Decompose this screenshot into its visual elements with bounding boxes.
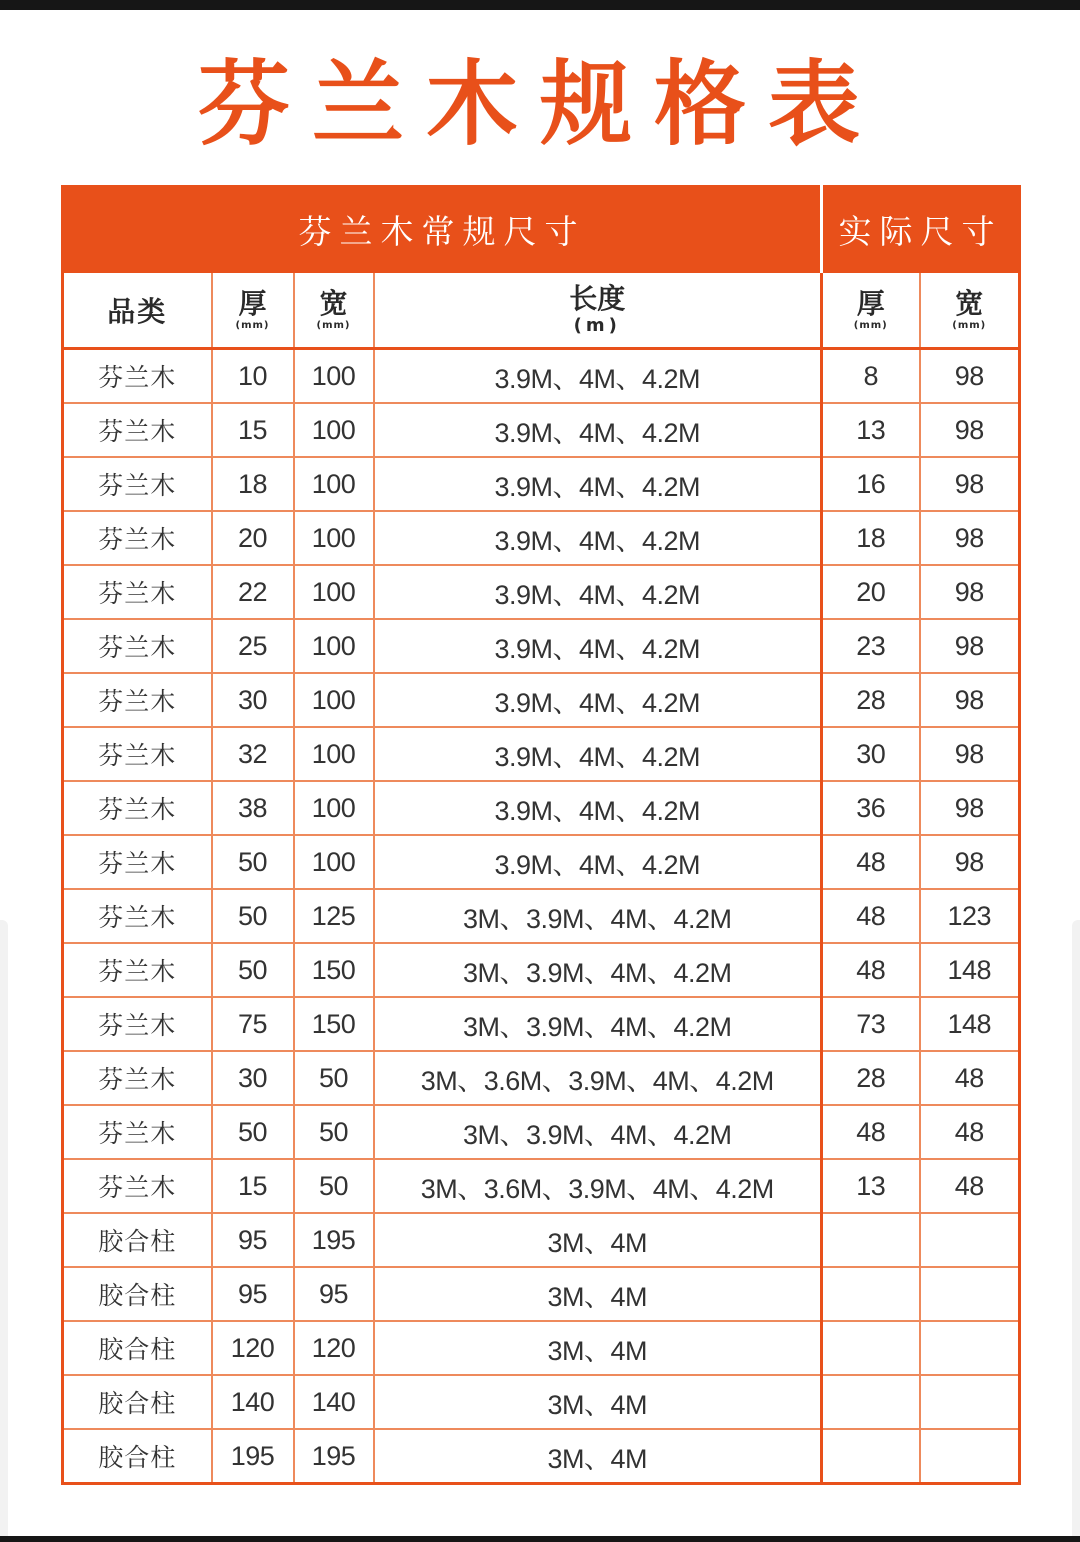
cell-actual-width: 123 bbox=[920, 889, 1020, 943]
table-body bbox=[63, 349, 1020, 1484]
cell-thickness: 15 bbox=[212, 403, 294, 457]
cell-width: 120 bbox=[294, 1321, 374, 1375]
header-width bbox=[294, 272, 374, 349]
cell-actual-thickness: 16 bbox=[822, 457, 920, 511]
cell-actual-thickness: 28 bbox=[822, 673, 920, 727]
cell-actual-thickness: 48 bbox=[822, 943, 920, 997]
cell-thickness: 18 bbox=[212, 457, 294, 511]
cell-width: 100 bbox=[294, 619, 374, 673]
left-edge-shadow bbox=[0, 920, 8, 1538]
cell-width: 100 bbox=[294, 457, 374, 511]
cell-length: 3M、3.9M、4M、4.2M bbox=[374, 1105, 822, 1159]
cell-actual-thickness: 8 bbox=[822, 349, 920, 404]
table-row bbox=[63, 781, 1020, 835]
cell-actual-thickness: 20 bbox=[822, 565, 920, 619]
bottom-edge-bar bbox=[0, 1536, 1080, 1542]
cell-category: 胶合柱 bbox=[63, 1321, 212, 1375]
header-category bbox=[63, 272, 212, 349]
table-row bbox=[63, 511, 1020, 565]
cell-actual-width: 98 bbox=[920, 403, 1020, 457]
cell-length: 3M、4M bbox=[374, 1321, 822, 1375]
cell-actual-thickness: 48 bbox=[822, 835, 920, 889]
right-edge-shadow bbox=[1072, 920, 1080, 1538]
cell-width: 100 bbox=[294, 565, 374, 619]
cell-length: 3.9M、4M、4.2M bbox=[374, 511, 822, 565]
cell-thickness: 20 bbox=[212, 511, 294, 565]
table-row bbox=[63, 1159, 1020, 1213]
header-actual-width bbox=[920, 272, 1020, 349]
cell-category: 芬兰木 bbox=[63, 943, 212, 997]
table-row bbox=[63, 997, 1020, 1051]
cell-length: 3M、4M bbox=[374, 1375, 822, 1429]
cell-category: 芬兰木 bbox=[63, 1051, 212, 1105]
cell-actual-width bbox=[920, 1375, 1020, 1429]
cell-category: 芬兰木 bbox=[63, 781, 212, 835]
cell-category: 芬兰木 bbox=[63, 1105, 212, 1159]
cell-actual-thickness: 48 bbox=[822, 889, 920, 943]
spec-table bbox=[61, 185, 1021, 1485]
cell-length: 3M、3.6M、3.9M、4M、4.2M bbox=[374, 1051, 822, 1105]
cell-length: 3M、3.9M、4M、4.2M bbox=[374, 997, 822, 1051]
table-row bbox=[63, 1267, 1020, 1321]
cell-length: 3.9M、4M、4.2M bbox=[374, 349, 822, 404]
cell-length: 3.9M、4M、4.2M bbox=[374, 457, 822, 511]
table-row bbox=[63, 943, 1020, 997]
cell-category: 芬兰木 bbox=[63, 511, 212, 565]
cell-thickness: 50 bbox=[212, 1105, 294, 1159]
cell-width: 100 bbox=[294, 727, 374, 781]
cell-category: 芬兰木 bbox=[63, 835, 212, 889]
cell-width: 95 bbox=[294, 1267, 374, 1321]
cell-actual-width: 98 bbox=[920, 619, 1020, 673]
table-row bbox=[63, 1375, 1020, 1429]
cell-thickness: 95 bbox=[212, 1267, 294, 1321]
cell-category: 胶合柱 bbox=[63, 1429, 212, 1484]
cell-actual-width: 98 bbox=[920, 511, 1020, 565]
header-actual-width-unit: (mm) bbox=[952, 320, 987, 331]
group-header-actual: 实际尺寸 bbox=[822, 187, 1020, 273]
cell-thickness: 38 bbox=[212, 781, 294, 835]
cell-category: 胶合柱 bbox=[63, 1267, 212, 1321]
cell-category: 胶合柱 bbox=[63, 1375, 212, 1429]
cell-actual-width bbox=[920, 1429, 1020, 1484]
cell-thickness: 120 bbox=[212, 1321, 294, 1375]
cell-category: 芬兰木 bbox=[63, 619, 212, 673]
cell-actual-width bbox=[920, 1213, 1020, 1267]
cell-width: 125 bbox=[294, 889, 374, 943]
cell-actual-width: 148 bbox=[920, 943, 1020, 997]
table-row bbox=[63, 673, 1020, 727]
cell-length: 3M、3.9M、4M、4.2M bbox=[374, 889, 822, 943]
cell-actual-width bbox=[920, 1267, 1020, 1321]
cell-actual-thickness: 18 bbox=[822, 511, 920, 565]
cell-width: 100 bbox=[294, 403, 374, 457]
cell-category: 芬兰木 bbox=[63, 1159, 212, 1213]
header-thickness-label: 厚 bbox=[238, 287, 267, 320]
cell-actual-width: 98 bbox=[920, 565, 1020, 619]
page-title: 芬兰木规格表 bbox=[197, 51, 882, 158]
header-length-unit: (m) bbox=[573, 315, 621, 336]
header-length bbox=[374, 272, 822, 349]
header-category-label: 品类 bbox=[107, 295, 168, 328]
header-actual-thickness-label: 厚 bbox=[856, 287, 885, 320]
cell-width: 100 bbox=[294, 511, 374, 565]
cell-length: 3.9M、4M、4.2M bbox=[374, 565, 822, 619]
cell-width: 195 bbox=[294, 1429, 374, 1484]
cell-category: 芬兰木 bbox=[63, 565, 212, 619]
cell-thickness: 32 bbox=[212, 727, 294, 781]
cell-length: 3.9M、4M、4.2M bbox=[374, 781, 822, 835]
header-thickness bbox=[212, 272, 294, 349]
cell-width: 100 bbox=[294, 781, 374, 835]
cell-category: 芬兰木 bbox=[63, 403, 212, 457]
cell-actual-thickness: 73 bbox=[822, 997, 920, 1051]
cell-actual-thickness bbox=[822, 1267, 920, 1321]
header-actual-thickness-unit: (mm) bbox=[853, 320, 888, 331]
cell-thickness: 75 bbox=[212, 997, 294, 1051]
cell-category: 芬兰木 bbox=[63, 997, 212, 1051]
cell-actual-width: 98 bbox=[920, 673, 1020, 727]
table-row bbox=[63, 349, 1020, 404]
cell-actual-width: 48 bbox=[920, 1159, 1020, 1213]
cell-length: 3M、4M bbox=[374, 1429, 822, 1484]
cell-actual-thickness: 13 bbox=[822, 403, 920, 457]
cell-actual-thickness: 23 bbox=[822, 619, 920, 673]
cell-thickness: 25 bbox=[212, 619, 294, 673]
header-length-label: 长度 bbox=[569, 282, 626, 315]
cell-actual-thickness bbox=[822, 1429, 920, 1484]
cell-width: 50 bbox=[294, 1105, 374, 1159]
cell-actual-width: 98 bbox=[920, 781, 1020, 835]
cell-actual-thickness: 28 bbox=[822, 1051, 920, 1105]
table-row bbox=[63, 403, 1020, 457]
cell-actual-thickness bbox=[822, 1213, 920, 1267]
cell-category: 芬兰木 bbox=[63, 727, 212, 781]
cell-actual-width: 98 bbox=[920, 349, 1020, 404]
cell-width: 150 bbox=[294, 997, 374, 1051]
cell-thickness: 10 bbox=[212, 349, 294, 404]
header-actual-width-label: 宽 bbox=[955, 287, 984, 320]
cell-actual-width: 48 bbox=[920, 1051, 1020, 1105]
table-row bbox=[63, 1051, 1020, 1105]
cell-actual-thickness bbox=[822, 1321, 920, 1375]
cell-thickness: 195 bbox=[212, 1429, 294, 1484]
header-width-label: 宽 bbox=[319, 287, 348, 320]
cell-actual-thickness bbox=[822, 1375, 920, 1429]
cell-length: 3M、3.6M、3.9M、4M、4.2M bbox=[374, 1159, 822, 1213]
cell-width: 100 bbox=[294, 835, 374, 889]
cell-thickness: 15 bbox=[212, 1159, 294, 1213]
cell-actual-width: 148 bbox=[920, 997, 1020, 1051]
cell-thickness: 30 bbox=[212, 1051, 294, 1105]
cell-actual-thickness: 36 bbox=[822, 781, 920, 835]
cell-length: 3M、4M bbox=[374, 1267, 822, 1321]
table-row bbox=[63, 1429, 1020, 1484]
cell-category: 芬兰木 bbox=[63, 889, 212, 943]
cell-width: 50 bbox=[294, 1051, 374, 1105]
cell-width: 140 bbox=[294, 1375, 374, 1429]
group-header-row bbox=[63, 187, 1020, 273]
cell-thickness: 50 bbox=[212, 835, 294, 889]
cell-category: 芬兰木 bbox=[63, 457, 212, 511]
cell-length: 3.9M、4M、4.2M bbox=[374, 673, 822, 727]
group-header-standard: 芬兰木常规尺寸 bbox=[63, 187, 822, 273]
cell-actual-thickness: 48 bbox=[822, 1105, 920, 1159]
table-row bbox=[63, 457, 1020, 511]
cell-category: 胶合柱 bbox=[63, 1213, 212, 1267]
cell-actual-width: 48 bbox=[920, 1105, 1020, 1159]
column-header-row bbox=[63, 272, 1020, 349]
table-row bbox=[63, 835, 1020, 889]
table-row bbox=[63, 727, 1020, 781]
table-row bbox=[63, 1105, 1020, 1159]
table-row bbox=[63, 1321, 1020, 1375]
cell-width: 195 bbox=[294, 1213, 374, 1267]
table-row bbox=[63, 565, 1020, 619]
cell-length: 3.9M、4M、4.2M bbox=[374, 403, 822, 457]
header-actual-thickness bbox=[822, 272, 920, 349]
cell-actual-width: 98 bbox=[920, 835, 1020, 889]
cell-actual-thickness: 30 bbox=[822, 727, 920, 781]
cell-category: 芬兰木 bbox=[63, 673, 212, 727]
cell-actual-width: 98 bbox=[920, 457, 1020, 511]
cell-thickness: 30 bbox=[212, 673, 294, 727]
cell-width: 150 bbox=[294, 943, 374, 997]
cell-width: 50 bbox=[294, 1159, 374, 1213]
header-thickness-unit: (mm) bbox=[235, 320, 270, 331]
table-row bbox=[63, 889, 1020, 943]
header-width-unit: (mm) bbox=[316, 320, 351, 331]
cell-length: 3.9M、4M、4.2M bbox=[374, 835, 822, 889]
cell-thickness: 22 bbox=[212, 565, 294, 619]
cell-length: 3.9M、4M、4.2M bbox=[374, 619, 822, 673]
cell-width: 100 bbox=[294, 673, 374, 727]
cell-category: 芬兰木 bbox=[63, 349, 212, 404]
cell-thickness: 95 bbox=[212, 1213, 294, 1267]
table-row bbox=[63, 619, 1020, 673]
cell-length: 3.9M、4M、4.2M bbox=[374, 727, 822, 781]
cell-thickness: 50 bbox=[212, 943, 294, 997]
cell-length: 3M、3.9M、4M、4.2M bbox=[374, 943, 822, 997]
cell-length: 3M、4M bbox=[374, 1213, 822, 1267]
cell-actual-width: 98 bbox=[920, 727, 1020, 781]
cell-thickness: 140 bbox=[212, 1375, 294, 1429]
table-row bbox=[63, 1213, 1020, 1267]
cell-actual-thickness: 13 bbox=[822, 1159, 920, 1213]
top-edge-bar bbox=[0, 0, 1080, 10]
cell-actual-width bbox=[920, 1321, 1020, 1375]
cell-width: 100 bbox=[294, 349, 374, 404]
cell-thickness: 50 bbox=[212, 889, 294, 943]
